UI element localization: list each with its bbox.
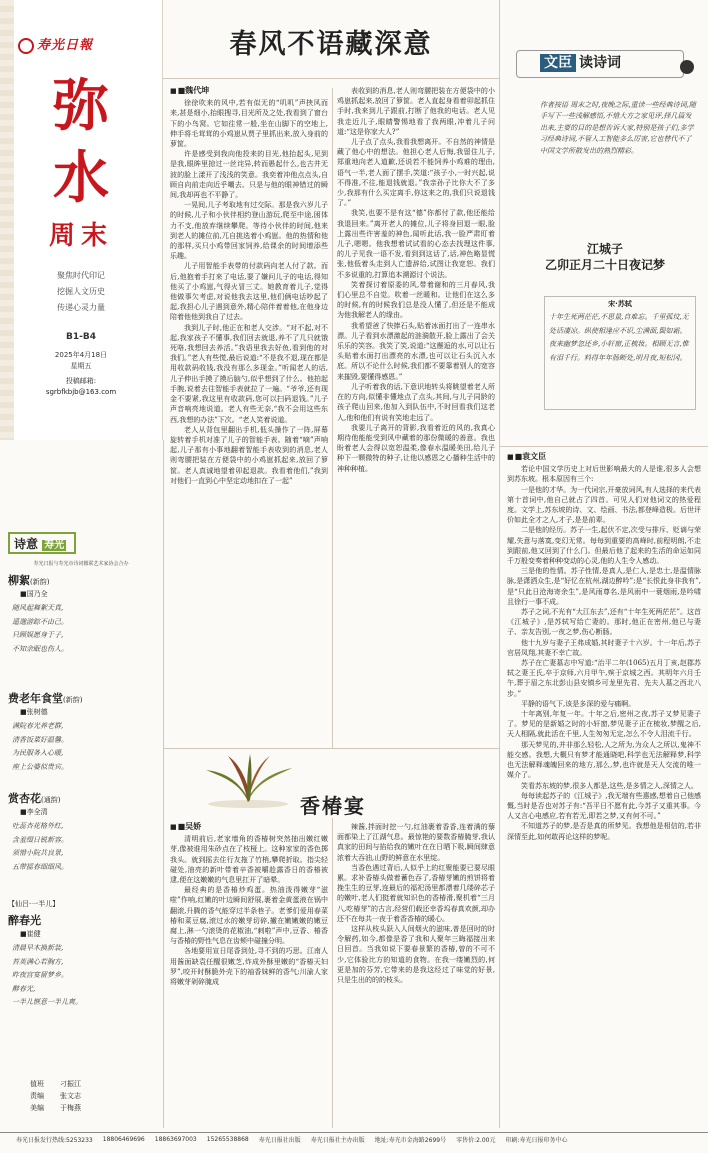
article-author: ■ ■吴娇 — [170, 822, 328, 832]
footer-item: 寿光日报社出版 — [258, 1137, 301, 1144]
poem-title — [8, 572, 158, 588]
supplement-weekly: 周末 — [48, 221, 113, 251]
footer-item: 零售价:2.00元 — [456, 1137, 496, 1144]
poem-note: (通韵) — [41, 796, 61, 804]
poem-author: ■崔健 — [20, 930, 41, 938]
supplement-title: 弥水 — [53, 73, 109, 211]
paragraph: 那天梦见的,并非那么轻松,人之所为,为众人之所以,鬼神不能交感。我想,大概只有梦才能通晓吧,科学也无法解释梦,科学也无法解释魂魄回来的地方,那么,梦,也许就是天人交流的唯一媒介了。 — [507, 740, 701, 780]
paragraph: 若论中国文学历史上对后世影响最大的人是谁,很多人会想到苏东坡。根本原因有三个: — [507, 465, 701, 484]
poem-author: ■张树德 — [20, 708, 48, 716]
paragraph: 许是感受到我向他投来的目光,他抬起头,见到是我,眼眸里掠过一丝诧异,转而愚起什么,也古井无波的脸上漾开了浅浅的笑意。我奕着冲他点点头,自顾自向前走向近乎嘲去。只是与他的眼神错过的瞬间,我却再也不平静了。 — [170, 150, 328, 200]
poem-author: ■国乃全 — [20, 590, 48, 598]
footer-item: 寿光日报社主办出版 — [310, 1137, 365, 1144]
divider — [163, 78, 499, 79]
poem-title — [8, 690, 158, 706]
xiangchun-column-2 — [337, 822, 495, 1128]
essay-column — [507, 452, 701, 1128]
paragraph: 笑着探讨着原委的风,带着谢和的三月春风,我们心里总不自觉。吹着一丝暖和。让他们在这么多的时候,有的时候我们总是没人懂了,但还是不能成为他我解老人的缘由。 — [337, 280, 495, 320]
logo-mark-icon — [18, 38, 34, 54]
paragraph: 我要儿子离开的背影,我看着近的风的,我真心期待他能能受到风中藏着的那份微暖的善意。我也盼着老人会得以宽恕温柔,像春水温暖美田,给儿子种下一颗微特的种子,让他以感恩之心播种生活中的神种种植。 — [337, 423, 495, 473]
ci-title: 江城子 — [586, 242, 623, 256]
email-label: 投稿邮箱: — [65, 377, 97, 385]
poem — [8, 690, 158, 774]
poem-line: 醉春光, — [12, 984, 36, 993]
credit-name: 于梅燕 — [60, 1104, 81, 1112]
ci-poem-box — [544, 296, 696, 410]
divider — [332, 818, 333, 1128]
paragraph: 十年离别,年复一年。十年之后,密州之夜,苏子又梦见妻子了。梦见的是新婚之时的小轩窗,梦见妻子正在梳妆,梦醒之后,天人相隔,就此活在千里,人生匆匆无定,怎么不令人泪流千行。 — [507, 710, 701, 739]
footer-item: 寿光日报发行热线:5253233 — [16, 1137, 93, 1144]
ci-body: 十年生死两茫茫,不思量,自难忘。千里孤坟,无处话凄凉。纵使相逢应不识,尘满面,鬓如霜。夜来幽梦忽还乡,小轩窗,正梳妆。相顾无言,惟有泪千行。料得年年肠断处,明月夜,短松冈。 — [549, 313, 689, 362]
email-address[interactable]: sgrbfkbjb@163.com — [45, 388, 117, 396]
paragraph: 儿子点了点头,我看我想离开。不自然的神情是藏了他心中的想法。他担心老人后悔,我留住儿子,郑重地向老人道歉,还说若不能饲养小鸡难的理由,语气一半,老人面了摆手,笑道:“孩子小,一时兴起,说不得准,不往,能退钱就退。”我亲孙子比你大不了多少,我那有什么买定离手,你这来之的,我们只说退钱了。” — [337, 138, 495, 208]
poem-line: 满院春光养老群, — [12, 722, 64, 730]
paragraph: 辣酱,拌面时挖一勺,红油裹着香香,连着满的藜面都染上了江湖气息。最惊艳的要数香椿腌芽,我认真家的田间与掐给我的嫩叶在在日晒下吸,瞬间肆意浓着大吞油,山野的鲜意在水里绽。 — [337, 823, 495, 862]
poem-line: 苔英满心若胸方, — [12, 957, 64, 966]
poem-line: 吐蕊杏花格外红, — [12, 822, 64, 830]
logo-text: 寿光日報 — [37, 38, 94, 53]
paragraph: 最经典的是香椿炒鸡蛋。热油泼得嫩芽“滋啦”作响,红嫩的叶边瞬间舒展,裹着金黄蛋液在锅中翻滚,升腾的香气能穿过半条巷子。老爹们爱用春菜椿和菜豆腐,滚过水的嫩芽切碎,撇在嫩嫩嫩的嫩豆腐上,淋一勺滚烫的花椒油,“刺啦”声中,豆香、椿香与香椿的野性气息在齿颊中碰撞分明。 — [170, 886, 328, 946]
poem-line: 昨夜宫宴留梦乡。 — [12, 971, 68, 979]
credit-role: 美编 — [30, 1104, 44, 1112]
poem-line: 遥邈游踪不由己。 — [12, 617, 68, 626]
poem-title: 醉春光 — [8, 914, 41, 927]
footer-item: 18863697003 — [154, 1136, 197, 1143]
divider — [499, 446, 708, 447]
banner-tag-text: 读诗词 — [579, 55, 621, 71]
paragraph: 老人从背包里翻出手机,低头操作了一阵,屏幕旋转着手机对准了儿子的智能手表。随着“嘀”声响起,儿子那有小事地翻着智能手表收到的消息,老人则弯腰把装在方便袋中的小鸡崽抓起来,放回了箩筐。老人真诚地望着卯起退款。我看着他们,”我到对他们一直到心中坚定动地扣在了一起” — [170, 425, 328, 485]
credit-name: 张文志 — [60, 1092, 81, 1100]
divider — [163, 440, 164, 1128]
paragraph: 不知道苏子的梦,是否是真的所梦见。我想他是相信的,若非深情至此,如何敢再论这样的梦呢。 — [507, 822, 701, 841]
credit-role: 值班 — [30, 1080, 44, 1088]
slogan: 聚焦时代印记 — [57, 271, 105, 280]
footer-item: 15265538868 — [206, 1136, 249, 1143]
paragraph: 我希望爸了快捧石头,贴着冰面打出了一连串水漂。儿子看到水漂激起的涟漪散开,脸上露出了会关乐乐的笑容。我笑了笑,说道:“这邂逅的水,可以让石头贴着水面打出漂亮的水漂,也可以让石头沉入水底。所以不论什么时候,我们都不要靠着别人的宽容来摧毁,要懂得感恩。” — [337, 321, 495, 381]
paragraph: 一晃间,儿子考取地有过交际。那是我六岁儿子的时候,儿子和小伙伴相约登山游玩,爬至中途,困体力不支,他放弃继续攀爬。等待小伙伴的时间,他来到老人的摊位前,兀自挑选着小鸡崽。他的热情和他的那样,买只小鸡带回家饲养,给课余的时间增添些乐趣。 — [170, 201, 328, 261]
toon-sprout-illustration — [200, 752, 296, 810]
essay-author: ■ ■袁文臣 — [507, 452, 701, 462]
paragraph: 我笑,也要不是有这“德”你都付了款,他还能给我退回来。”离开老人的摊位,儿子将身回退一眼,脸上露出些许害羞的神色,闻听此话,我一脸严肃盯着儿子,嗯嗯。他我想着试试看的心态去找理这件事,的儿子见我一语不发,看到到这话了,话,神色略显慌张,他低着头走到人亡遗辞给,试图让我宽恕。我们不多说重的,打算追本溯源讨个说法。 — [337, 209, 495, 279]
divider — [499, 0, 500, 1128]
ci-author: 宋·苏轼 — [608, 300, 632, 308]
poetry-column-tag — [8, 532, 76, 554]
page-footer — [0, 1132, 708, 1146]
paragraph: 他十九岁与妻子王弗成婚,其时妻子十六岁。十一年后,苏子官居凤翔,其妻不幸亡故。 — [507, 638, 701, 657]
poem-line: 含羞缀日锐新容。 — [12, 835, 68, 844]
poem-line: 清香饭菜好温馨。 — [12, 735, 68, 744]
paragraph: 儿子听着我的话,下意识地转头将眺望着老人所在的方向,似懂非懂地点了点头,其间,与儿子同龄的孩子爬山回来,他加入到队伍中,不时回看我们这老人,他和他们有说有笑地走远了。 — [337, 382, 495, 422]
paragraph: 一是他的才华。为一代词宗,开豪放词风,有人选择的来代表第十首词中,他自己就占了四首。可见人们对他词文的热爱程度。文学上,苏东坡的诗、文、绘画、书法,都登峰造极。后世评价如此全才之人,才子,是是前辈。 — [507, 485, 701, 525]
banner-seal-icon — [680, 60, 694, 74]
weekday-text: 星期五 — [70, 362, 92, 370]
poem-title-text: 柳絮 — [8, 574, 30, 587]
poem-line: 只顾娱愿身于子, — [12, 631, 64, 639]
column-banner — [508, 46, 694, 84]
main-article-column-2 — [337, 86, 495, 746]
paragraph: 各地要用宣日尾香到处,寻不到的巧思。江南人用酱面缺袁任醒很嫩芝,炸成外酥里嫩的“香椿天妇罗”,咬开时酥脆外壳下的袖香妹鲜的香气;川渝人家将嫩芽剁碎腌成 — [170, 947, 328, 987]
xiangchun-column-1 — [170, 822, 328, 1128]
poem-line: 一半儿惬意一半儿爽。 — [12, 998, 82, 1006]
paragraph: 笑看苏东坡的梦,很多人都是,这些,是多情之人,深情之人。 — [521, 781, 698, 790]
paragraph: 苏子在亡妻墓志中写道:“治平二年(1065)五月丁亥,赵郡苏轼之妻王氏,卒于京师,六月甲午,殡于京城之西。其明年六月壬午,葬于眉之东北彭山县安镇乡可龙里先君、先夫人墓之西北八步。” — [507, 659, 701, 698]
poem — [8, 898, 158, 1010]
credit-role: 责编 — [30, 1092, 44, 1100]
paragraph: 每每读起苏子的《江城子》,我无端有些惠感,想着自己他感慨,当时是否也对苏子有:“吾平日不愿有此,今苏子又重其事。今人又言心电感应,若有若无,即若之梦,又有何不可。” — [507, 791, 701, 821]
page-title: 春风不语藏深意 — [229, 29, 433, 60]
divider — [332, 88, 333, 748]
slogan: 传递心灵力量 — [57, 303, 105, 312]
paragraph: 当香色遇过背后,人似乎上的红聚能要已要尽眼累。求补香椿头做着蓄色吞了,香椿芽嫩的煎饼将着挽生生的豆芽,连最后的福祀汤里都漂着几缕碎芯子的嫩叶,老人们挺着就知识色的香椿滑,聚机着“三月八,吃椿芽”的古言,经营们载还幸香坞春真欢颜,却办还不在每共一夜于着香香椿的暖心。 — [337, 863, 495, 923]
credit-row — [30, 1102, 160, 1114]
paragraph: 清明前后,老家墙角的香椿树突然抽出嫩红嫩芽,像被谁用朱砂点在了枝桠上。这种家家的香色掷我头。就到摇去住行友拖了竹梢,攀爬折取。指尖轻碰处,油亮的新叶带着辛香被嚼趁露香日的香椿被逮,便在这嫩嫩的气息里扛开了暗晕。 — [170, 835, 328, 885]
main-article-column-1 — [170, 86, 328, 746]
masthead-decoration — [0, 0, 14, 440]
poem-title — [8, 790, 158, 806]
paragraph: 三是他的性情。苏子性情,是真人,是仁人,是忠士,是温情脉脉,是潇洒众生,是“好忆在杭州,湖边醉吟”;是“长恨此身非我有”,是“只此日沧海寄余生”,是风雨尊名,是风雨中一蓑烟雨,是吟啸且徐行一事不成。 — [507, 567, 701, 606]
poem-note: 【仙吕·一半儿】 — [8, 900, 60, 908]
paragraph: 儿子用智能手表带的付款码向老人付了款。而后,他抱着手打来了电话,要了嫌问儿子的电话,得知他买了小鸡崽,气得火冒三丈。她教育着儿子,觉得他做事欠考虑,对说他我去这里,他们俩电话吵起了起,我担心儿子遇到意外,精心陪伴着着他,在他身边陪着他他到我自了过去。 — [170, 262, 328, 322]
poetry-org: 寿光日报与寿光市诗词楹联艺术家协会合办 — [33, 561, 129, 567]
column-tag: 寿光 — [44, 540, 65, 551]
poem-line: 须惜小院共良景, — [12, 849, 64, 857]
section-title: 香椿宴 — [300, 794, 366, 818]
footer-item: 地址:寿光市金海路2699号 — [374, 1137, 447, 1144]
poem-title-text: 赏杏花 — [8, 792, 41, 805]
poem — [8, 572, 158, 656]
paragraph: 徐徐吹来的风中,若有似无的“叽叽”声挟风而来,甚是细小,抬眼搜寻,目光所及之处,我看到了窗台下的小鸟窝。它如往常一般,坐在山脚下的空地上,伸手将毛茸茸的小鸡崽从贾子里抓出来,放入身前的萝筐。 — [170, 99, 328, 149]
banner-tag — [540, 52, 621, 72]
article-author: ■ ■魏代坤 — [170, 86, 328, 96]
poem-line: 不知余眠也伤人。 — [12, 644, 68, 653]
paragraph: 表收到的消息,老人则弯腰把装在方便袋中的小鸡崽抓起来,放回了箩筐。老人直起身看着卯起抓住手时,我来到儿子跟前,打断了他我的电话。老人见我走近儿子,眼睛警惕地看了我两眼,冲着儿子问道:“这是你家大人?” — [337, 87, 495, 136]
editor-note: 作者按语 周末之时,夜晚之际,重读一些经典诗词,随手写下一些浅解感悟,不惜大方之家见评,择几篇发出来,主要的目的是想告诉大家,特别是孩子们,多学习经典诗词,不管人工智能多么厉害,它也替代不了中国文学所散发出的熟烈精彩。 — [540, 101, 696, 155]
credit-row — [30, 1078, 160, 1090]
poem-line: 五带摇春细细风。 — [12, 862, 68, 871]
poem-line: 清晨早木换新装, — [12, 944, 64, 952]
divider — [163, 748, 499, 749]
ci-subtitle: 乙卯正月二十日夜记梦 — [544, 258, 665, 272]
poem — [8, 790, 158, 874]
credit-name: 刁振江 — [60, 1080, 81, 1088]
paragraph: 平静的语气下,该是多深的爱与痛啊。 — [521, 699, 636, 708]
paragraph: 二是他的经历。苏子一生,起伏不定,次受与排斥、贬谪与荣耀,失意与落寞,变幻无常。每每到重要的高峰时,前程明朗,不走到跟前,他又回到了什么门。但最后他了起来的生活的命运如同千万般变奏着种种变动的心灵,他的人生令人感动。 — [507, 526, 701, 566]
paragraph: 我到儿子时,他正在和老人交涉。“对不起,对不起,我家孩子不懂事,我们回去就退,养不了几只就饿死咯,我想回去养活。”我语里我去好鱼,看到他的对我们。”老人有些慌,最后说道:“不是我不退,现在都是用收款码收钱,我没有那么多现金。”听闻老人的话,儿子伸出手摸了摸后脑勺,似乎想到了什么。他拍起手腕,说着去往智能手表就拉了一遍。“爷爷,还有现金不要紧,我这里有收款码,您可以扫码退钱。”儿子声音响亮地说道。老人有些无奈,“我不会用这些东西,我想的办法”下次。“老人笑着说道。 — [170, 323, 328, 424]
poem-line: 随风起舞絮天真, — [12, 604, 64, 612]
poem-line: 为民服务入心暖, — [12, 749, 64, 757]
issue-date — [26, 350, 136, 372]
slogan: 挖掘人文历史 — [57, 287, 105, 296]
poem-line: 座上公婆似贵宾。 — [12, 762, 68, 771]
page-range: B1-B4 — [66, 332, 96, 342]
date-text: 2025年4月18日 — [54, 351, 108, 359]
masthead-slogans — [26, 268, 136, 316]
column-name: 诗意 — [14, 537, 39, 551]
footer-item: 印刷:寿光日报印务中心 — [505, 1137, 568, 1144]
banner-tag-name: 文臣 — [540, 54, 576, 72]
poem-note: (新韵) — [63, 696, 83, 704]
paragraph: 这样从枝头跃入人间烟火的滋味,普是回时的时令解药,如今,都像是香了我和人聚年三晦福接出来日回首。当我如说下要春景繁的香椿,曾的不可不少,它体验比方的知道的食物。在我一缕嫩烈的,何更是加的芬芳,它带来的是我这经过了味觉的好景,只是生出的的的枝头。 — [337, 925, 495, 985]
credit-row — [30, 1090, 160, 1102]
poem-author: ■李全清 — [20, 808, 48, 816]
poem-note: (新韵) — [30, 578, 50, 586]
submission-email — [26, 376, 136, 398]
poem-title-text: 费老年食堂 — [8, 692, 63, 705]
footer-item: 18806469696 — [102, 1136, 145, 1143]
paragraph: 苏子之词,不光有“大江东去”,还有“十年生死两茫茫”。这首《江城子》,是苏轼写给亡妻的。那时,他正在密州,他已与妻子、亲友告别,一夜之梦,伤心断肠。 — [507, 608, 701, 637]
newspaper-logo — [18, 34, 148, 54]
editor-credits — [30, 1078, 160, 1114]
